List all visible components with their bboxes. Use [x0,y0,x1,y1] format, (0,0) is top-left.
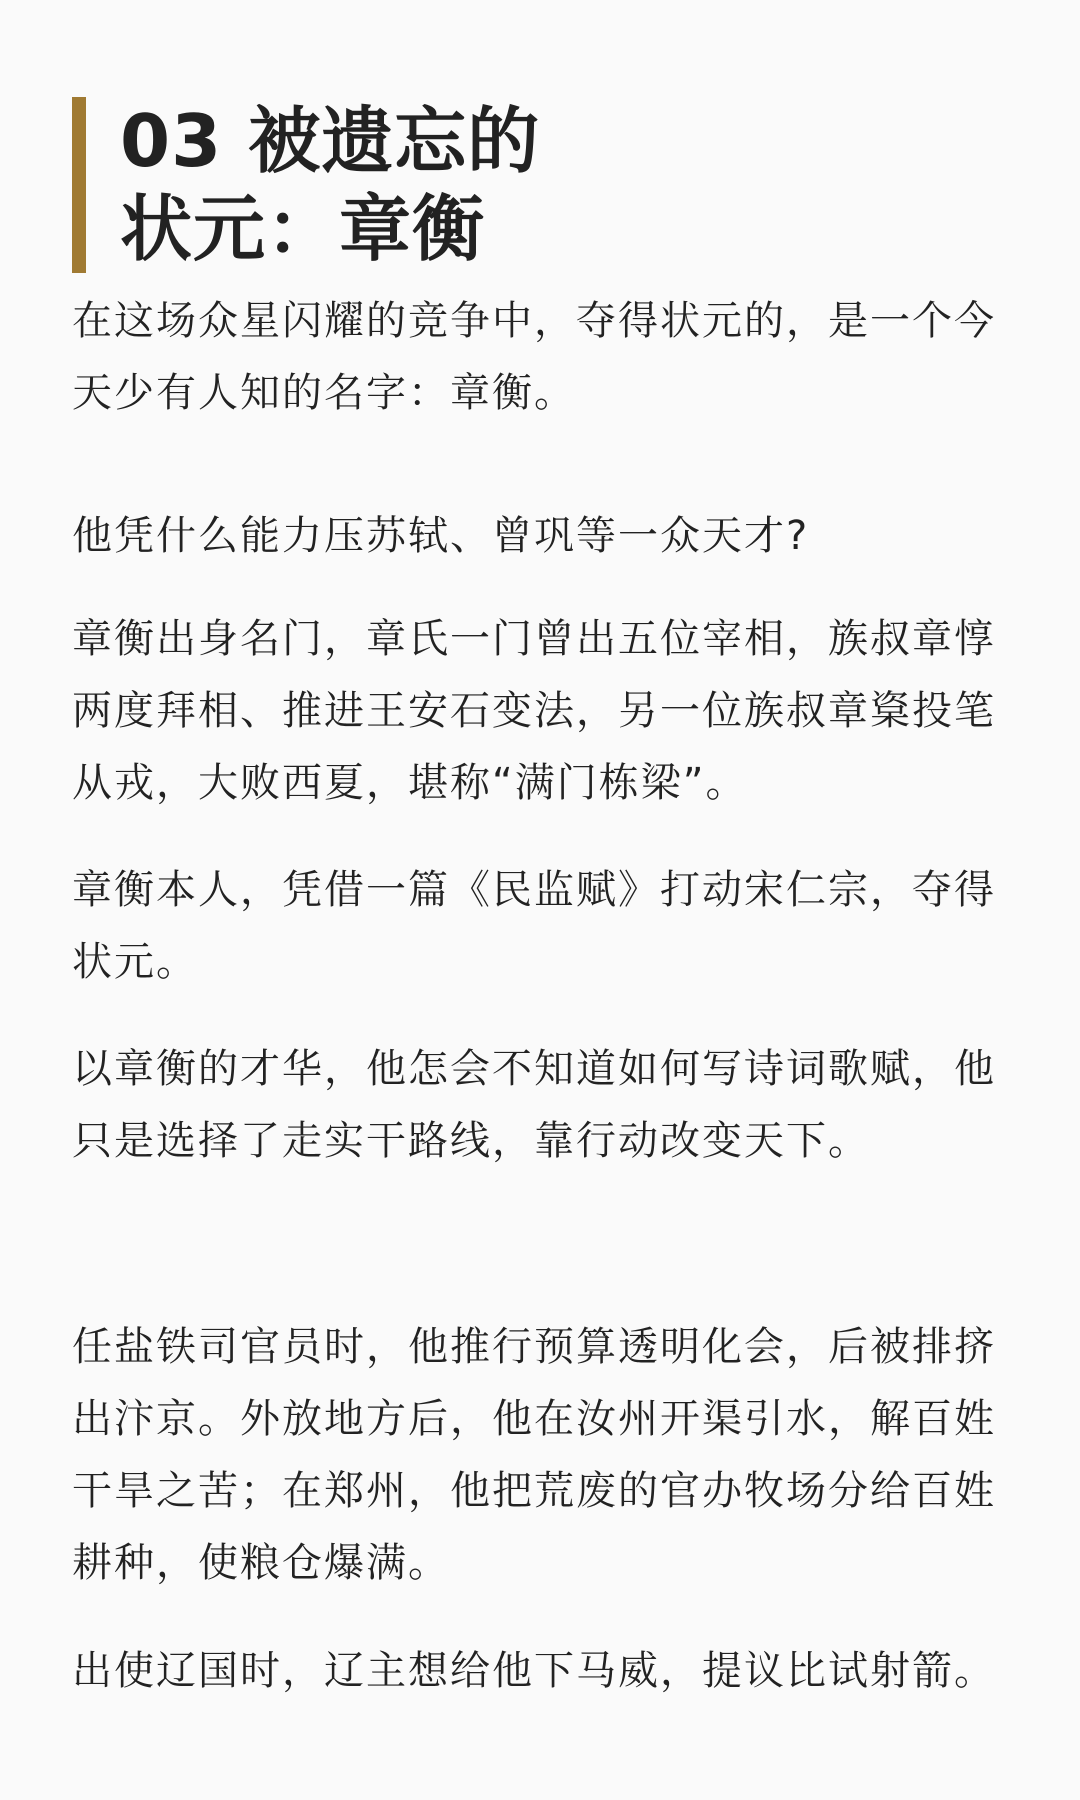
paragraph-line: 状元。 [72,939,198,985]
paragraph-4 [72,854,1012,998]
paragraph-6 [72,1311,1012,1599]
paragraph-line: 在这场众星闪耀的竞争中，夺得状元的，是一个今 [72,298,996,344]
heading-line-2: 状元：章衡 [120,187,486,271]
paragraph-7 [72,1635,1012,1707]
paragraph-5 [72,1033,1012,1177]
paragraph-line: 从戎，大败西夏，堪称“满门栋梁”。 [72,760,748,806]
paragraph-1 [72,285,1012,429]
paragraph-line: 两度拜相、推进王安石变法，另一位族叔章楶投笔 [72,688,996,734]
paragraph-line: 章衡本人，凭借一篇《民监赋》打动宋仁宗，夺得 [72,867,996,913]
paragraph-3 [72,603,1012,819]
paragraph-line: 章衡出身名门，章氏一门曾出五位宰相，族叔章惇 [72,616,996,662]
paragraph-line: 他凭什么能力压苏轼、曾巩等一众天才? [72,513,810,559]
paragraph-line: 只是选择了走实干路线，靠行动改变天下。 [72,1118,870,1164]
paragraph-2 [72,500,1012,572]
paragraph-line: 任盐铁司官员时，他推行预算透明化会，后被排挤 [72,1324,996,1370]
paragraph-line: 天少有人知的名字：章衡。 [72,370,576,416]
section-heading [72,97,540,273]
paragraph-line: 干旱之苦；在郑州，他把荒废的官办牧场分给百姓 [72,1468,996,1514]
heading-line-1: 03 被遗忘的 [120,99,541,183]
paragraph-line: 出使辽国时，辽主想给他下马威，提议比试射箭。 [72,1648,996,1694]
paragraph-line: 出汴京。外放地方后，他在汝州开渠引水，解百姓 [72,1396,996,1442]
paragraph-line: 耕种，使粮仓爆满。 [72,1540,450,1586]
paragraph-line: 以章衡的才华，他怎会不知道如何写诗词歌赋，他 [72,1046,996,1092]
